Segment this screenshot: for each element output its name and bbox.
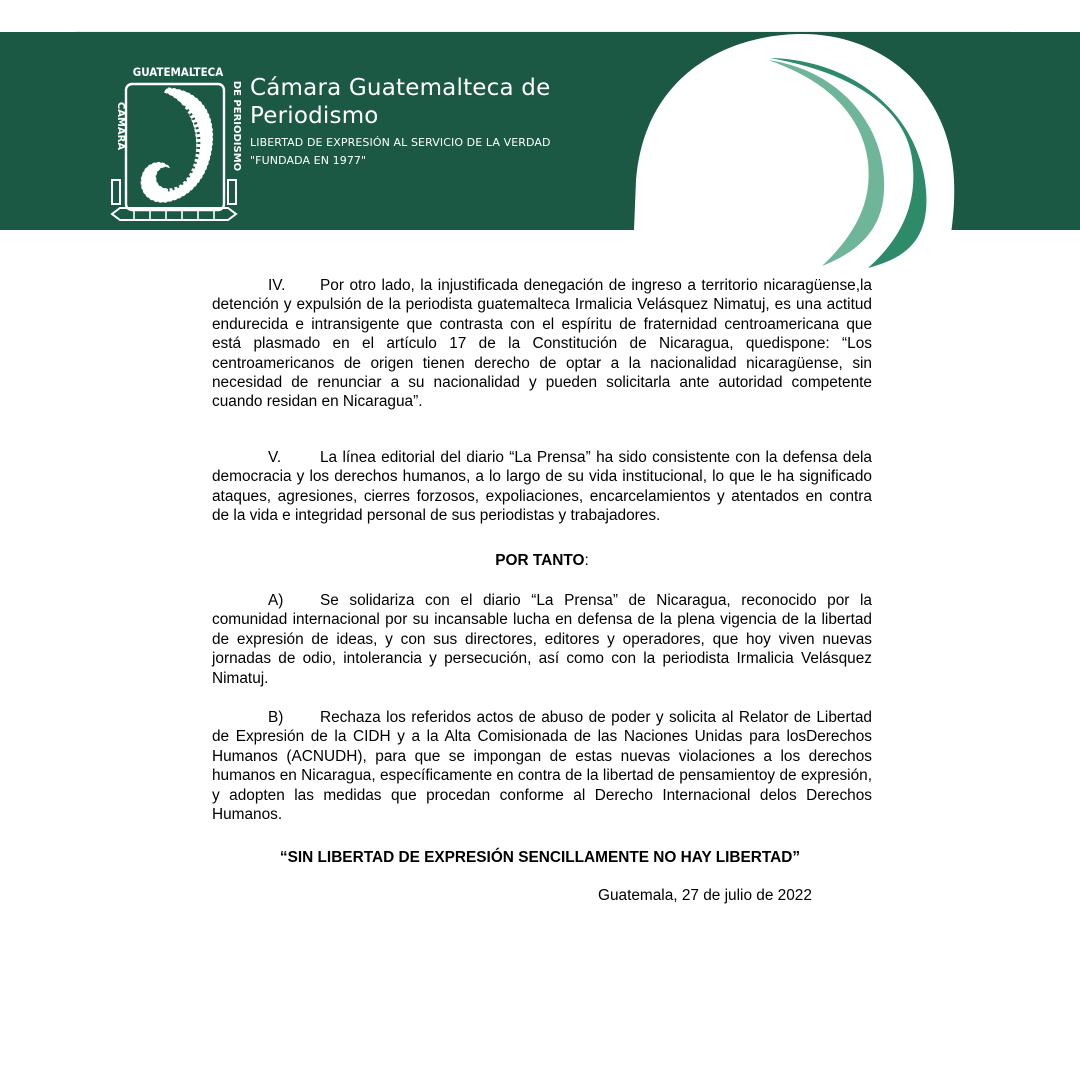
document-body	[212, 276, 872, 824]
paragraph-text: Se solidariza con el diario “La Prensa” de Nicaragua, reconocido por la comunidad internacional por su incansable lucha en defensa de la plena vigencia de la libertad de expresión de ideas, y con sus directores, editores y operadores, que hoy viven nuevas jornadas de odio, intolerancia y persecución, así como con la periodista Irmalicia Velásquez Nimatuj.	[212, 591, 872, 687]
closing-slogan: “SIN LIBERTAD DE EXPRESIÓN SENCILLAMENTE NO HAY LIBERTAD”	[279, 849, 801, 866]
logo-arc-text: GUATEMALTECA	[132, 65, 224, 79]
org-founded: "FUNDADA EN 1977"	[250, 154, 367, 167]
paragraph-number: A)	[268, 591, 284, 609]
cgp-logo	[104, 62, 254, 226]
paragraph-iv	[212, 276, 872, 412]
org-name-line2: Periodismo	[250, 103, 379, 129]
paragraph-text: Rechaza los referidos actos de abuso de poder y solicita al Relator de Libertad de Expresión de la CIDH y a la Alta Comisionada de las Naciones Unidas para losDerechos Humanos (ACNUDH), para que se impongan de estas nuevas violaciones a los derechos humanos en Nicaragua, específicamente en contra de la libertad de pensamientoy de expresión, y adopten las medidas que procedan conforme al Derecho Internacional delos Derechos Humanos.	[212, 708, 872, 823]
paragraph-number: V.	[268, 448, 282, 466]
paragraph-text: La línea editorial del diario “La Prensa” ha sido consistente con la defensa dela democracia y los derechos humanos, a lo largo de su vida institucional, lo que le ha significado ataques, agresiones, cierres forzosos, expoliaciones, encarcelamientos y atentados en contra de la vida e integridad personal de sus periodistas y trabajadores.	[212, 448, 872, 525]
logo-right-text: DE PERIODISMO	[231, 80, 242, 172]
heading-colon: :	[584, 552, 589, 570]
org-name-line1: Cámara Guatemalteca de	[250, 75, 551, 101]
resolution-b	[212, 708, 872, 824]
paragraph-text: Por otro lado, la injustificada denegación de ingreso a territorio nicaragüense,la detención y expulsión de la periodista guatemalteca Irmalicia Velásquez Nimatuj, es una actitud endurecida e intransigente que contrasta con el espíritu de fraternidad centroamericana que está plasmado en el artículo 17 de la Constitución de Nicaragua, quedispone: “Los centroamericanos de origen tienen derecho de optar a la nacionalidad nicaragüense, sin necesidad de renunciar a su nacionalidad y pueden solicitarla ante autoridad competente cuando residan en Nicaragua”.	[212, 277, 872, 411]
paragraph-number: B)	[268, 708, 284, 726]
dateline: Guatemala, 27 de julio de 2022	[598, 887, 812, 904]
por-tanto-heading	[212, 551, 872, 570]
org-name	[250, 74, 610, 130]
heading-text: POR TANTO	[495, 552, 585, 570]
resolution-a	[212, 591, 872, 688]
logo-left-text: CÁMARA	[115, 101, 126, 151]
paragraph-v	[212, 448, 872, 526]
paragraph-number: IV.	[268, 277, 286, 294]
org-motto: LIBERTAD DE EXPRESIÓN AL SERVICIO DE LA VERDAD	[250, 136, 551, 149]
header-arc-decoration	[620, 30, 980, 280]
